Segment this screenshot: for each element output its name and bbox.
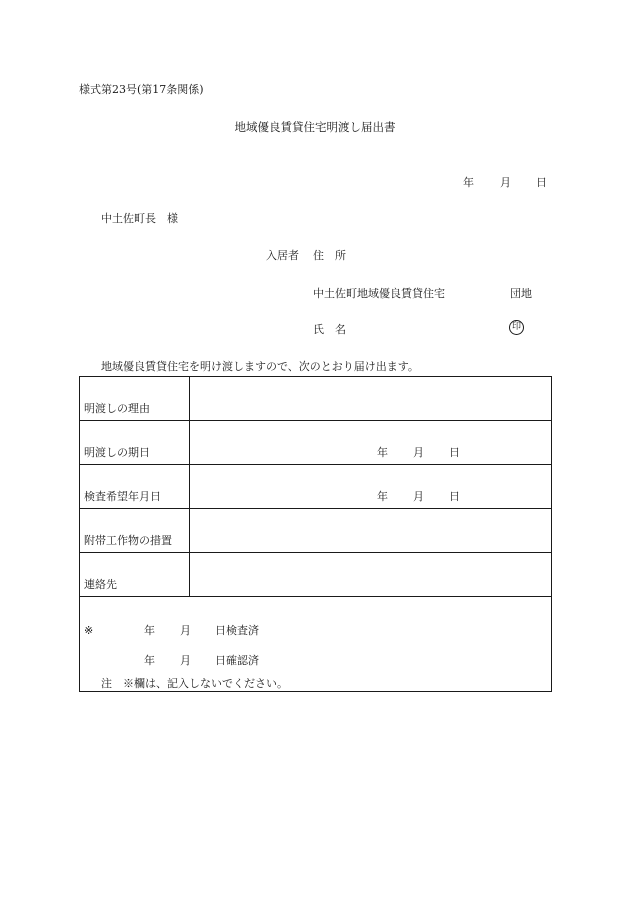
addressee: 中土佐町長 様 bbox=[101, 212, 178, 225]
vacate-date-field[interactable] bbox=[190, 421, 552, 465]
document-title: 地域優良賃貸住宅明渡し届出書 bbox=[234, 120, 396, 134]
table-row bbox=[80, 509, 552, 553]
fixtures-field[interactable] bbox=[190, 509, 552, 553]
day-label: 日 bbox=[449, 490, 460, 503]
reason-field[interactable] bbox=[190, 377, 552, 421]
confirmed-label: 日確認済 bbox=[215, 654, 259, 667]
year-label: 年 bbox=[377, 446, 388, 459]
row-label: 明渡しの期日 bbox=[80, 421, 190, 465]
year-label: 年 bbox=[144, 624, 155, 637]
table-row bbox=[80, 465, 552, 509]
name-label: 氏 名 bbox=[313, 323, 346, 336]
month-label: 月 bbox=[180, 654, 191, 667]
date-month-label: 月 bbox=[500, 176, 511, 189]
year-label: 年 bbox=[144, 654, 155, 667]
office-mark: ※ bbox=[84, 624, 94, 637]
table-row bbox=[80, 553, 552, 597]
seal-mark: 印 bbox=[509, 320, 524, 335]
row-label: 明渡しの理由 bbox=[80, 377, 190, 421]
form-number: 様式第23号(第17条関係) bbox=[79, 83, 204, 96]
intro-text: 地域優良賃貸住宅を明け渡しますので、次のとおり届け出ます。 bbox=[101, 360, 419, 373]
row-label: 連絡先 bbox=[80, 553, 190, 597]
date-year-label: 年 bbox=[463, 176, 474, 189]
inspected-label: 日検査済 bbox=[215, 624, 259, 637]
month-label: 月 bbox=[413, 490, 424, 503]
footnote: 注 ※欄は、記入しないでください。 bbox=[101, 677, 288, 690]
address-label: 住 所 bbox=[313, 249, 346, 262]
table-row bbox=[80, 377, 552, 421]
row-label: 検査希望年月日 bbox=[80, 465, 190, 509]
contact-field[interactable] bbox=[190, 553, 552, 597]
day-label: 日 bbox=[449, 446, 460, 459]
notification-table bbox=[79, 376, 552, 692]
month-label: 月 bbox=[413, 446, 424, 459]
month-label: 月 bbox=[180, 624, 191, 637]
date-day-label: 日 bbox=[536, 176, 547, 189]
estate-suffix: 団地 bbox=[510, 287, 532, 300]
estate-name: 中土佐町地域優良賃貸住宅 bbox=[313, 287, 445, 300]
row-label: 附帯工作物の措置 bbox=[80, 509, 190, 553]
table-row bbox=[80, 421, 552, 465]
inspection-date-field[interactable] bbox=[190, 465, 552, 509]
resident-label: 入居者 bbox=[266, 249, 299, 262]
year-label: 年 bbox=[377, 490, 388, 503]
